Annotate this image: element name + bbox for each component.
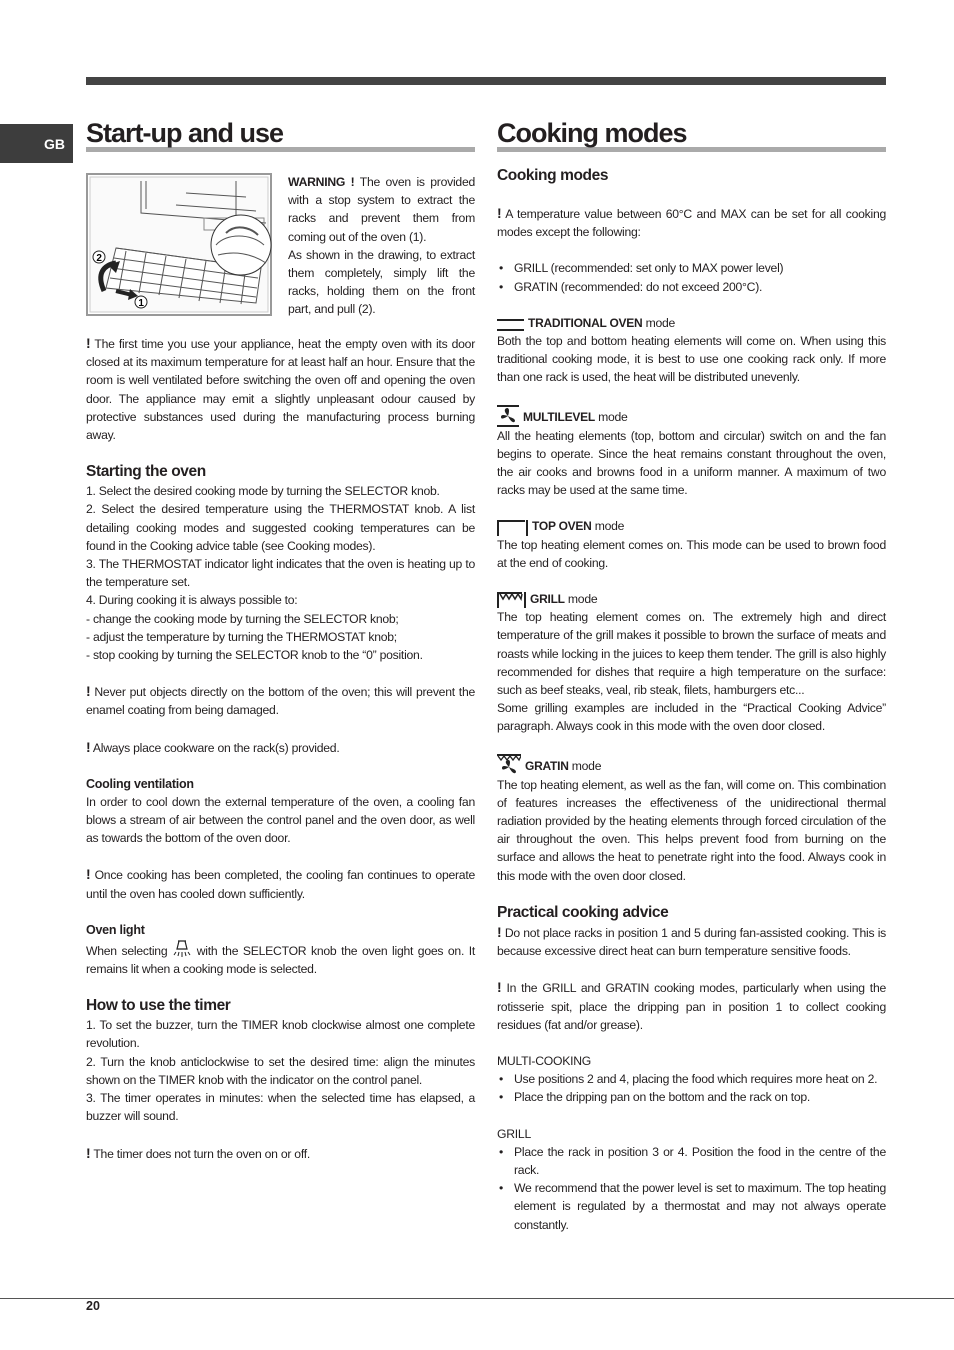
- cooking-modes-column: [497, 116, 886, 1234]
- cooling-ventilation-heading: Cooling ventilation: [86, 776, 194, 791]
- gratin-icon: [497, 754, 521, 776]
- warning-label: WARNING !: [288, 175, 355, 189]
- list-item: • We recommend that the power level is set to maximum. The top heating element is regulated by a thermostat and may not always operate constantly.: [497, 1179, 886, 1234]
- mode-suffix: mode: [645, 315, 676, 330]
- temperature-intro-text: A temperature value between 60°C and MAX can be set for all cooking modes except the following:: [497, 207, 886, 240]
- practical-advice-heading: Practical cooking advice: [497, 903, 669, 921]
- oven-bottom-note: [86, 682, 475, 719]
- note-mark: !: [497, 979, 502, 996]
- mode-suffix: mode: [598, 410, 628, 425]
- gratin-mode-text: The top heating element, as well as the fan, will come on. This combination of features increases the effectiveness of the unidirectional thermal radiation provided by the heating elements through forced circulation of the air throughout the oven. This helps prevent food from burning on the surface and allows the heat to penetrate right into the food. Always cook in this mode with the oven door closed.: [497, 777, 886, 883]
- oven-light-text-before: When selecting: [86, 943, 168, 958]
- grill-mode-text: The top heating element comes on. The extremely high and direct temperature of the grill makes it possible to brown the surface of meats and roasts while locking in the juices to keep them tender. The grill is also highly recommended for dishes that require a high temperature on the surface: such as beef steaks, veal, rib steak, filets, hamburgers etc...: [497, 610, 886, 698]
- timer-heading: How to use the timer: [86, 997, 231, 1015]
- list-item: • Use positions 2 and 4, placing the food which requires more heat on 2.: [497, 1070, 886, 1088]
- exceptions-list: [497, 259, 886, 295]
- warning-body: The oven is provided with a stop system to extract the racks and prevent them from coming out of the oven (1).: [288, 175, 476, 244]
- mode-multilevel-header: [497, 405, 886, 427]
- note-mark: !: [497, 923, 502, 940]
- mode-name: TOP OVEN: [532, 519, 592, 534]
- cooking-modes-subheading: Cooking modes: [497, 167, 609, 184]
- timer-note-text: The timer does not turn the oven on or off.: [93, 1146, 311, 1161]
- mode-grill-header: [497, 590, 886, 608]
- cookware-note: [86, 738, 475, 757]
- figure-label-2: 2: [96, 253, 102, 264]
- grill-advice-list: [497, 1143, 886, 1234]
- timer-note: [86, 1144, 475, 1163]
- starting-line-2: 2. Select the desired temperature using the THERMOSTAT knob. A list detailing cooking modes and suggested cooking temperatures can be found in the Cooking advice table (see Cooking modes).: [86, 502, 475, 553]
- footer-divider: [0, 1298, 954, 1299]
- top-oven-icon: [497, 520, 528, 536]
- mode-name: GRILL: [530, 592, 565, 607]
- list-item: • GRILL (recommended: set only to MAX power level): [497, 259, 886, 277]
- starting-line-6: - adjust the temperature by turning the THERMOSTAT knob;: [86, 629, 397, 644]
- mode-name: MULTILEVEL: [523, 410, 595, 425]
- advice-note-1: [497, 923, 886, 960]
- advice-note-1-text: Do not place racks in position 1 and 5 during fan-assisted cooking. This is because excessive direct heat can burn temperature sensitive foods.: [497, 925, 886, 959]
- cookware-text: Always place cookware on the rack(s) provided.: [92, 740, 340, 755]
- multilevel-fan-icon: [497, 405, 519, 427]
- list-item: • Place the dripping pan on the bottom and the rack on top.: [497, 1088, 886, 1106]
- multilevel-mode-text: All the heating elements (top, bottom and circular) switch on and the fan begins to operate. Since the heat remains constant throughout the oven, the air cooks and browns food in a uniform manner. A maximum of two racks may be used at the same time.: [497, 428, 886, 498]
- starting-line-7: - stop cooking by turning the SELECTOR knob to the “0” position.: [86, 648, 423, 663]
- timer-line-3: 3. The timer operates in minutes: when the selected time has elapsed, a buzzer will sound.: [86, 1091, 475, 1124]
- page-title-start-up: Start-up and use: [86, 116, 475, 152]
- first-use-note: [86, 334, 475, 444]
- mode-name: GRATIN: [525, 759, 569, 774]
- top-oven-mode-text: The top heating element comes on. This mode can be used to brown food at the end of cooking.: [497, 537, 886, 570]
- traditional-oven-icon: [497, 318, 524, 332]
- first-use-text: The first time you use your appliance, heat the empty oven with its door closed at its maximum temperature for at least half an hour. Ensure that the room is well ventilated before switching the oven off and opening the oven door. The appliance may emit a slightly unpleasant odour caused by protective substances used during the manufacturing process burning away.: [86, 337, 475, 443]
- timer-line-1: 1. To set the buzzer, turn the TIMER knob clockwise almost one complete revolution.: [86, 1018, 475, 1051]
- figure-label-1: 1: [138, 298, 144, 309]
- page-number: 20: [86, 1299, 100, 1313]
- mode-suffix: mode: [571, 759, 602, 774]
- language-code: GB: [44, 135, 65, 152]
- temperature-intro: [497, 204, 886, 241]
- grill-advice-label: GRILL: [497, 1126, 531, 1141]
- mode-suffix: mode: [594, 519, 625, 534]
- multi-cooking-list: [497, 1070, 886, 1106]
- note-mark: !: [86, 683, 91, 700]
- starting-line-1: 1. Select the desired cooking mode by turning the SELECTOR knob.: [86, 484, 440, 499]
- timer-line-2: 2. Turn the knob anticlockwise to set the desired time: align the minutes shown on the TIMER knob with the indicator on the control panel.: [86, 1054, 475, 1087]
- oven-light-text-after: with the SELECTOR knob the oven light goes on. It remains lit when a cooking mode is selected.: [86, 943, 476, 977]
- grill-mode-text-2: Some grilling examples are included in the “Practical Cooking Advice” paragraph. Always cook in this mode with the oven door closed.: [497, 701, 886, 734]
- advice-note-2-text: In the GRILL and GRATIN cooking modes, particularly when using the rotisserie spit, place the dripping pan in position 1 to collect cooking residues (fat and/or grease).: [497, 981, 886, 1032]
- cooling-fan-note: [86, 865, 475, 902]
- language-tab: [0, 124, 73, 163]
- starting-line-4: 4. During cooking it is always possible to:: [86, 593, 298, 608]
- warning-text-2: As shown in the drawing, to extract them completely, simply lift the racks, holding them on the front part, and pull (2).: [288, 247, 475, 317]
- starting-line-3: 3. The THERMOSTAT indicator light indicates that the oven is heating up to the temperature set.: [86, 557, 475, 590]
- starting-line-5: - change the cooking mode by turning the SELECTOR knob;: [86, 611, 399, 626]
- list-item: • GRATIN (recommended: do not exceed 200°C).: [497, 278, 886, 296]
- mode-gratin-header: [497, 754, 886, 776]
- cooling-ventilation-text: In order to cool down the external temperature of the oven, a cooling fan blows a stream of air between the control panel and the oven door, as well as towards the bottom of the oven door.: [86, 794, 475, 846]
- note-mark: !: [86, 866, 91, 883]
- mode-name: TRADITIONAL OVEN: [528, 315, 643, 330]
- mode-top-oven-header: [497, 517, 886, 535]
- oven-light-heading: Oven light: [86, 922, 145, 937]
- oven-bottom-text: Never put objects directly on the bottom of the oven; this will prevent the enamel coating from being damaged.: [86, 685, 475, 718]
- multi-cooking-label: MULTI-COOKING: [497, 1053, 592, 1068]
- starting-oven-heading: Starting the oven: [86, 463, 206, 481]
- start-up-column: [86, 116, 475, 1163]
- mode-traditional-header: [497, 314, 886, 332]
- note-mark: !: [86, 335, 91, 351]
- oven-light-text: [86, 939, 475, 978]
- oven-rack-illustration: [86, 173, 272, 316]
- list-item: • Place the rack in position 3 or 4. Position the food in the centre of the rack.: [497, 1143, 886, 1179]
- advice-note-2: [497, 978, 886, 1034]
- note-mark: !: [497, 205, 502, 221]
- header-bar: [86, 77, 886, 85]
- cooling-fan-text: Once cooking has been completed, the cooling fan continues to operate until the oven has cooled down sufficiently.: [86, 868, 475, 901]
- mode-suffix: mode: [567, 592, 598, 607]
- grill-icon: [497, 592, 526, 608]
- warning-block: [86, 173, 475, 322]
- note-mark: !: [86, 738, 91, 755]
- traditional-mode-text: Both the top and bottom heating elements will come on. When using this traditional cooking mode, it is best to use one cooking rack only. If more than one rack is used, the heat will be distributed unevenly.: [497, 334, 886, 385]
- oven-light-icon: [172, 939, 192, 959]
- page-title-cooking-modes: Cooking modes: [497, 116, 886, 152]
- note-mark: !: [86, 1144, 91, 1161]
